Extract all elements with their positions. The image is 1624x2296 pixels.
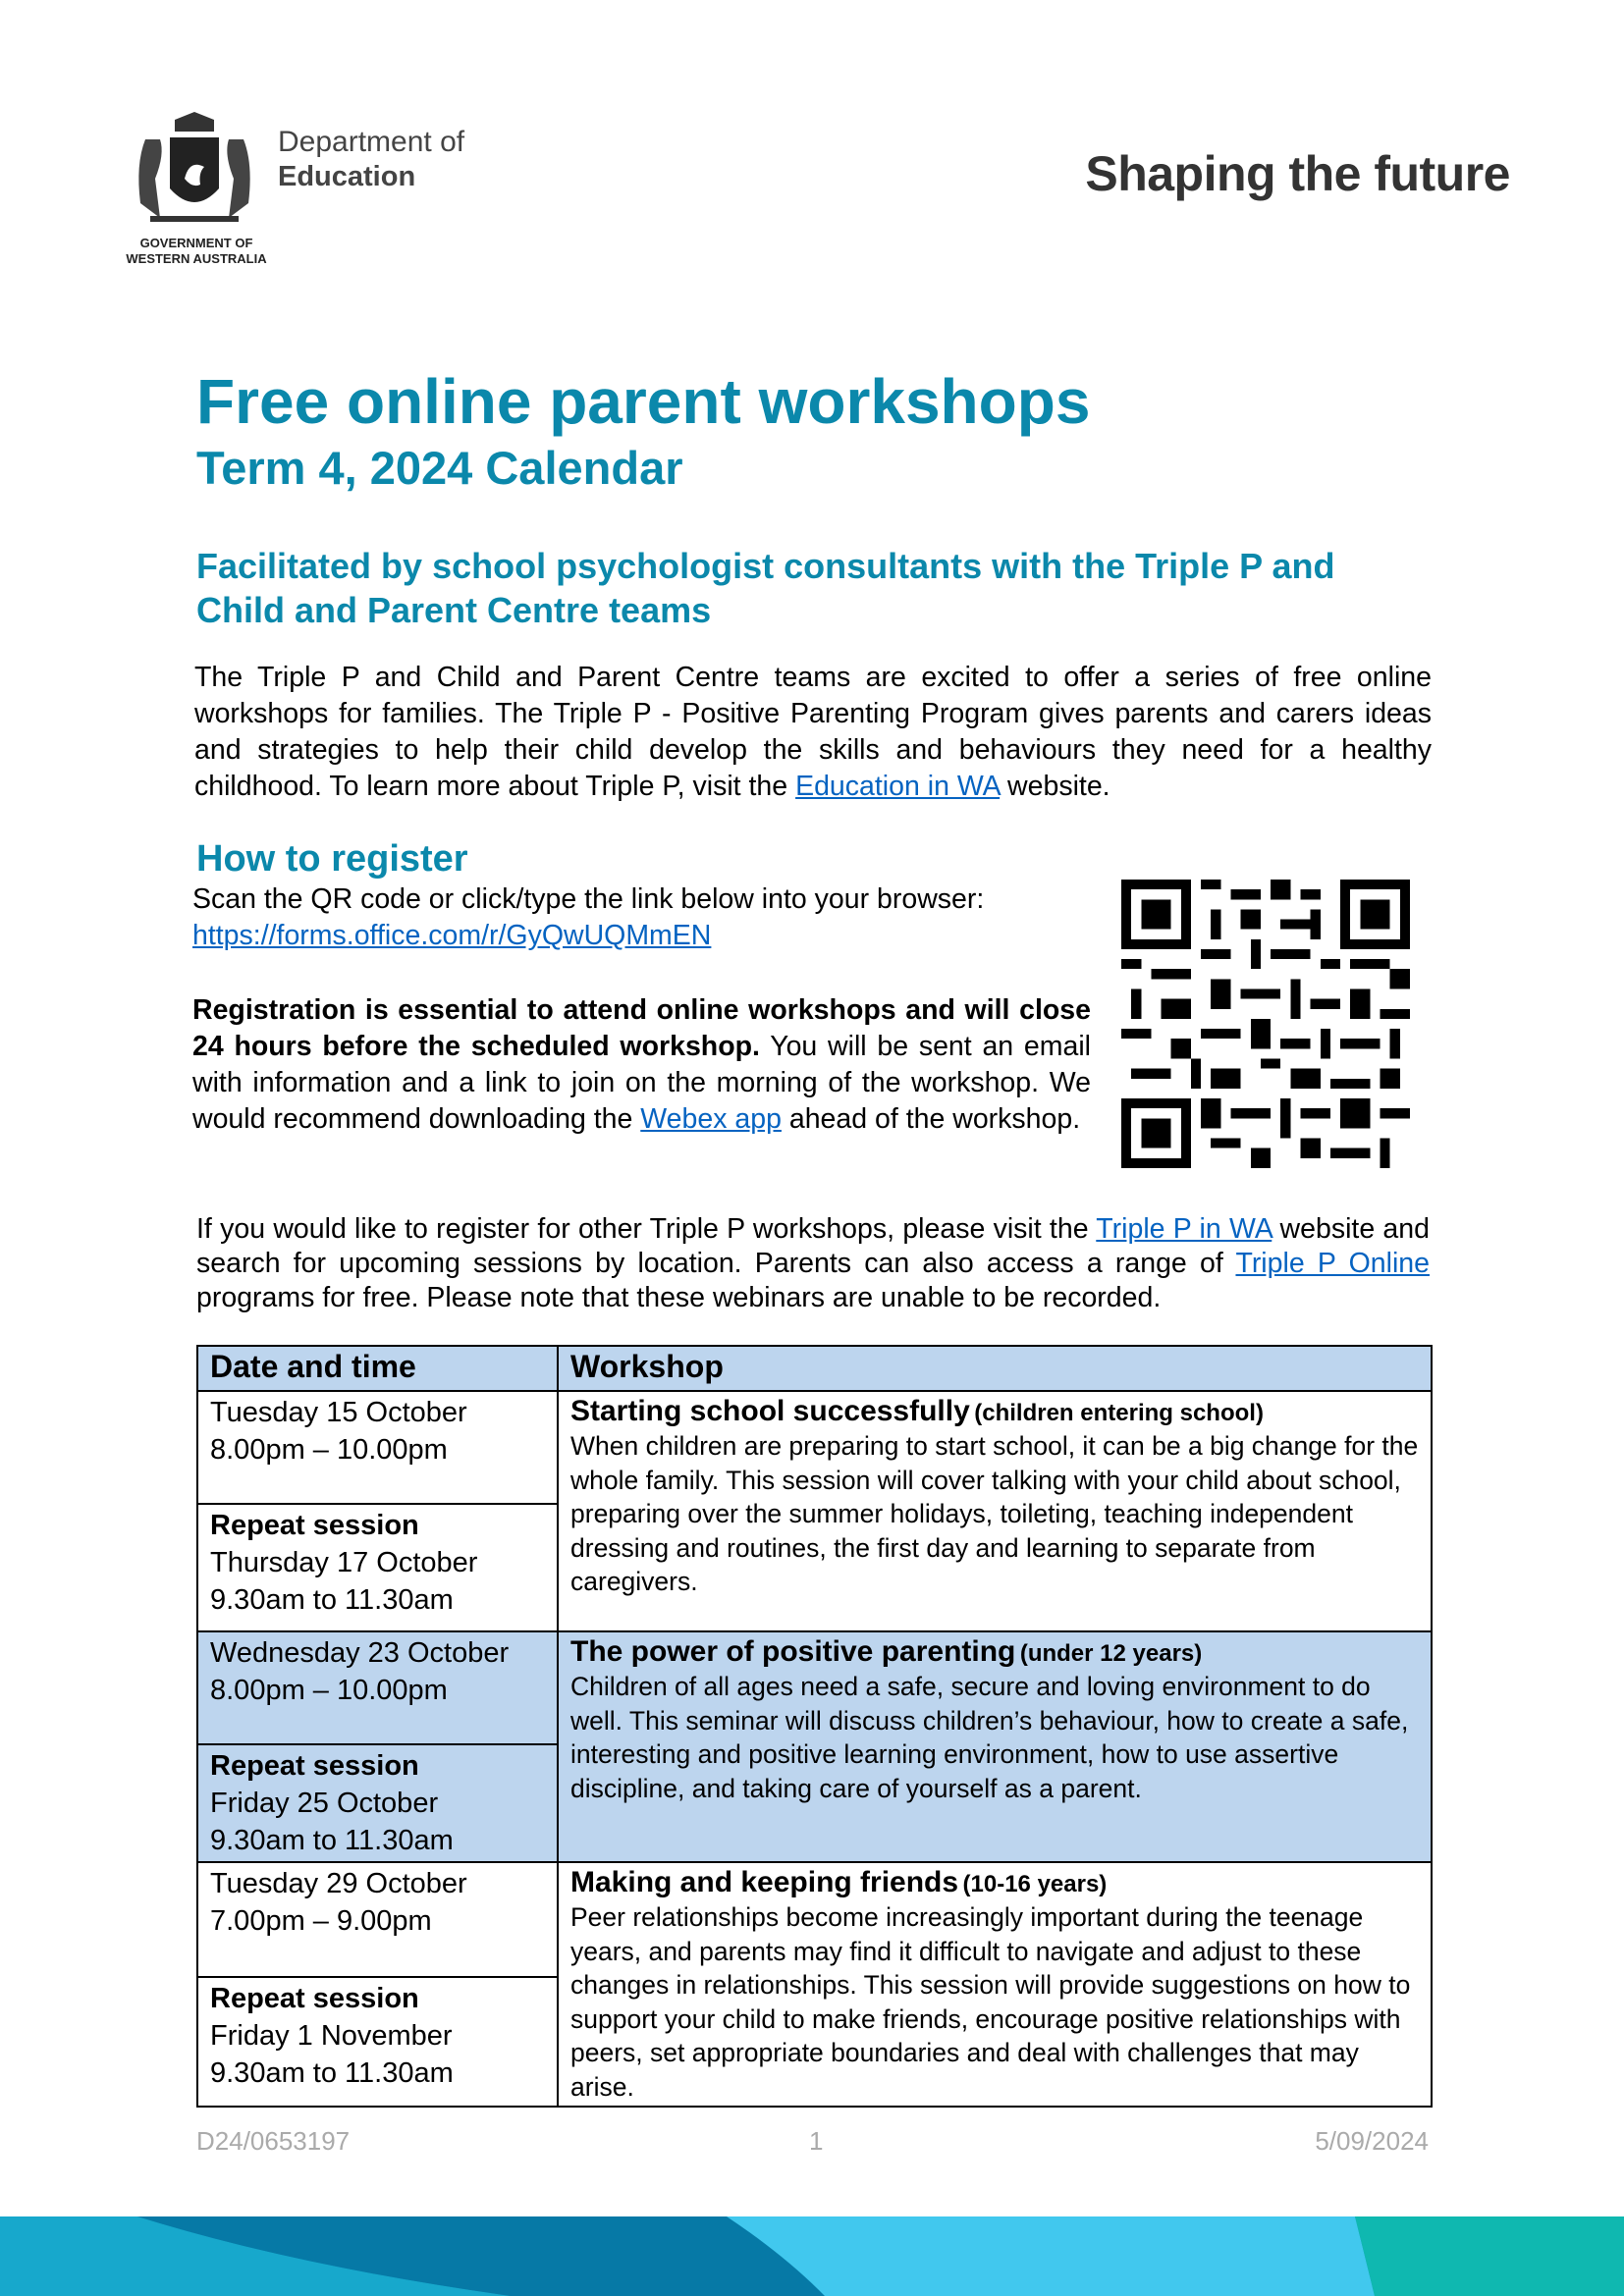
webex-app-link[interactable]: Webex app bbox=[640, 1103, 782, 1135]
other-text1: If you would like to register for other Triple P workshops, please visit the bbox=[196, 1213, 1097, 1245]
other-text2: website and search for upcoming sessions by location. Parents can also access a range of bbox=[196, 1213, 1430, 1279]
session-time: 9.30am to 11.30am bbox=[210, 2056, 454, 2089]
workshop-description: Peer relationships become increasingly important during the teenage years, and parents may find it difficult to navigate and adjust to these changes in relationships. This session will provide suggestions on how to support your child to make friends, encourage positive relationships with peers, set appropriate boundaries and deal with challenges that may arise. bbox=[570, 1902, 1411, 2102]
scan-text: Scan the QR code or click/type the link below into your browser: bbox=[192, 883, 985, 915]
header-date-time: Date and time bbox=[197, 1346, 558, 1391]
registration-essential-bold: Registration is essential to attend online workshops and will close 24 hours before the scheduled workshop. bbox=[192, 994, 1091, 1062]
page-subtitle: Term 4, 2024 Calendar bbox=[196, 442, 683, 494]
repeat-session-label: Repeat session bbox=[210, 1750, 419, 1782]
table-header-row bbox=[197, 1346, 1432, 1391]
qr-code[interactable] bbox=[1121, 880, 1410, 1168]
tagline: Shaping the future bbox=[1085, 146, 1510, 201]
decorative-wave-banner bbox=[0, 2216, 1624, 2296]
workshop-age-tag: (children entering school) bbox=[974, 1400, 1264, 1426]
table-row bbox=[197, 1862, 1432, 1977]
session-time: 9.30am to 11.30am bbox=[210, 1584, 454, 1616]
workshop-cell bbox=[558, 1631, 1432, 1862]
workshop-cell bbox=[558, 1862, 1432, 2107]
repeat-session-cell bbox=[197, 1504, 558, 1631]
triple-p-in-wa-link[interactable]: Triple P in WA bbox=[1096, 1213, 1272, 1245]
workshop-description: When children are preparing to start school, it can be a big change for the whole family. This session will cover talking with your child about school, preparing over the summer holidays, toileting, teaching independent dressing and routines, the first day and learning to separate from caregivers. bbox=[570, 1431, 1419, 1596]
repeat-session-label: Repeat session bbox=[210, 1982, 419, 2014]
registration-essential-text: You will be sent an email with information and a link to join on the morning of the workshop. We would recommend downloading the bbox=[192, 1031, 1091, 1135]
page-title: Free online parent workshops bbox=[196, 366, 1091, 437]
session-time: 7.00pm – 9.00pm bbox=[210, 1905, 432, 1937]
intro-paragraph bbox=[194, 660, 1432, 805]
workshop-age-tag: (10-16 years) bbox=[962, 1871, 1108, 1897]
repeat-session-cell bbox=[197, 1977, 558, 2107]
scan-instructions bbox=[192, 881, 1091, 954]
workshop-title: The power of positive parenting bbox=[570, 1635, 1016, 1668]
session-cell bbox=[197, 1391, 558, 1504]
gov-line1: GOVERNMENT OF bbox=[139, 236, 253, 250]
repeat-session-cell bbox=[197, 1744, 558, 1862]
gov-line2: WESTERN AUSTRALIA bbox=[126, 251, 267, 266]
header-workshop: Workshop bbox=[558, 1346, 1432, 1391]
workshop-title: Starting school successfully bbox=[570, 1395, 970, 1427]
education-in-wa-link[interactable]: Education in WA bbox=[795, 771, 1001, 802]
workshop-description: Children of all ages need a safe, secure and loving environment to do well. This seminar will discuss children’s behaviour, how to create a safe, interesting and positive learning environment, how to use assertive discipline, and taking care of yourself as a parent. bbox=[570, 1672, 1409, 1803]
table-row bbox=[197, 1391, 1432, 1504]
registration-paragraph bbox=[192, 992, 1091, 1138]
session-date: Wednesday 23 October bbox=[210, 1637, 510, 1669]
document-id: D24/0653197 bbox=[196, 2126, 351, 2156]
registration-essential-after: ahead of the workshop. bbox=[781, 1103, 1081, 1135]
document-date: 5/09/2024 bbox=[1315, 2126, 1429, 2156]
session-time: 8.00pm – 10.00pm bbox=[210, 1434, 448, 1466]
session-date: Tuesday 15 October bbox=[210, 1397, 467, 1428]
session-date: Thursday 17 October bbox=[210, 1547, 478, 1578]
workshop-age-tag: (under 12 years) bbox=[1019, 1640, 1203, 1667]
dept-name-line1: Department of bbox=[278, 126, 465, 158]
session-date: Friday 25 October bbox=[210, 1788, 439, 1819]
session-date: Tuesday 29 October bbox=[210, 1868, 467, 1899]
workshop-schedule-table bbox=[196, 1345, 1433, 2108]
session-cell bbox=[197, 1631, 558, 1744]
table-row bbox=[197, 1631, 1432, 1744]
other-workshops-paragraph bbox=[196, 1212, 1430, 1315]
page-number: 1 bbox=[809, 2126, 824, 2156]
workshop-title: Making and keeping friends bbox=[570, 1866, 959, 1898]
other-text3: programs for free. Please note that these webinars are unable to be recorded. bbox=[196, 1282, 1162, 1313]
dept-name-line2: Education bbox=[278, 161, 416, 192]
intro-text: The Triple P and Child and Parent Centre teams are excited to offer a series of free online workshops for families. The Triple P - Positive Parenting Program gives parents and carers ideas and strategies to help their child develop the skills and behaviours they need for a healthy childhood. To learn more about Triple P, visit the bbox=[194, 662, 1432, 802]
session-cell bbox=[197, 1862, 558, 1977]
government-label bbox=[108, 236, 285, 267]
government-crest-logo bbox=[116, 110, 273, 228]
session-date: Friday 1 November bbox=[210, 2019, 453, 2052]
repeat-session-label: Repeat session bbox=[210, 1510, 419, 1541]
how-to-register-heading: How to register bbox=[196, 838, 468, 880]
session-time: 9.30am to 11.30am bbox=[210, 1825, 454, 1856]
facilitated-heading: Facilitated by school psychologist consultants with the Triple P and Child and Parent Centre teams bbox=[196, 546, 1335, 630]
triple-p-online-link[interactable]: Triple P Online bbox=[1235, 1248, 1430, 1279]
intro-after: website. bbox=[1000, 771, 1110, 802]
workshop-cell bbox=[558, 1391, 1432, 1631]
registration-url-link[interactable]: https://forms.office.com/r/GyQwUQMmEN bbox=[192, 920, 712, 951]
session-time: 8.00pm – 10.00pm bbox=[210, 1675, 448, 1706]
